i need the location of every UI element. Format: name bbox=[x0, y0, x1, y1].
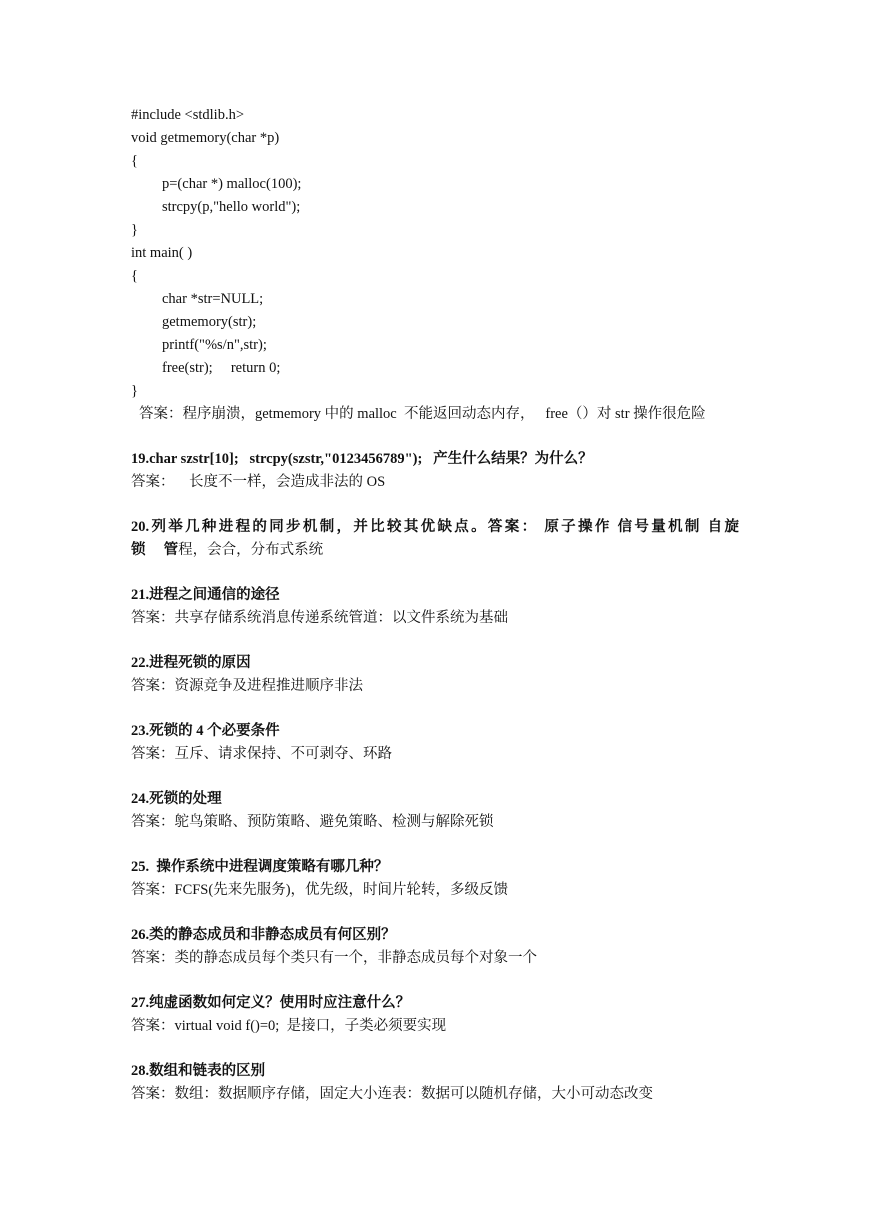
code-line: free(str); return 0; bbox=[162, 360, 281, 376]
question-title: 22.进程死锁的原因 bbox=[131, 655, 251, 671]
answer-text: 答案：数组：数据顺序存储，固定大小连表：数据可以随机存储，大小可动态改变 bbox=[131, 1086, 653, 1102]
question-title: 19.char szstr[10]; strcpy(szstr,"0123456789"); 产生什么结果？为什么？ bbox=[131, 451, 593, 467]
question-title: 25. 操作系统中进程调度策略有哪几种？ bbox=[131, 859, 389, 875]
answer-text: 答案： 长度不一样，会造成非法的 OS bbox=[131, 474, 386, 490]
code-line: getmemory(str); bbox=[162, 314, 257, 330]
answer-text: 答案：类的静态成员每个类只有一个，非静态成员每个对象一个 bbox=[131, 950, 537, 966]
question-title-tail: 锁 管 bbox=[131, 542, 179, 558]
question-title: 27.纯虚函数如何定义？使用时应注意什么？ bbox=[131, 995, 411, 1011]
code-line: char *str=NULL; bbox=[162, 291, 264, 307]
question-23 bbox=[131, 720, 739, 766]
question-title: 21.进程之间通信的途径 bbox=[131, 587, 280, 603]
answer-text: 答案：互斥、请求保持、不可剥夺、环路 bbox=[131, 746, 392, 762]
code-block bbox=[131, 104, 739, 426]
answer-text: 答案：资源竞争及进程推进顺序非法 bbox=[131, 678, 363, 694]
question-title: 28.数组和链表的区别 bbox=[131, 1063, 266, 1079]
code-line: { bbox=[131, 268, 138, 284]
question-20 bbox=[131, 516, 739, 562]
question-title-continued bbox=[131, 539, 739, 562]
question-19 bbox=[131, 448, 739, 494]
code-line: } bbox=[131, 383, 138, 399]
code-answer: 答案：程序崩溃，getmemory 中的 malloc 不能返回动态内存， free（）对 str 操作很危险 bbox=[139, 406, 706, 422]
question-25 bbox=[131, 856, 739, 902]
code-line: strcpy(p,"hello world"); bbox=[162, 199, 301, 215]
question-title: 20.列举几种进程的同步机制，并比较其优缺点。答案： 原子操作 信号量机制 自旋 bbox=[131, 519, 739, 535]
question-title: 24.死锁的处理 bbox=[131, 791, 222, 807]
question-21 bbox=[131, 584, 739, 630]
question-27 bbox=[131, 992, 739, 1038]
code-line: int main( ) bbox=[131, 245, 193, 261]
answer-text: 程，会合，分布式系统 bbox=[178, 542, 324, 558]
question-26 bbox=[131, 924, 739, 970]
question-28 bbox=[131, 1060, 739, 1106]
code-line: p=(char *) malloc(100); bbox=[162, 176, 302, 192]
code-line: } bbox=[131, 222, 138, 238]
code-line: void getmemory(char *p) bbox=[131, 130, 280, 146]
code-line: { bbox=[131, 153, 138, 169]
code-line: #include <stdlib.h> bbox=[131, 107, 245, 123]
code-line: printf("%s/n",str); bbox=[162, 337, 267, 353]
question-24 bbox=[131, 788, 739, 834]
question-title: 26.类的静态成员和非静态成员有何区别？ bbox=[131, 927, 396, 943]
question-22 bbox=[131, 652, 739, 698]
answer-text: 答案：鸵鸟策略、预防策略、避免策略、检测与解除死锁 bbox=[131, 814, 494, 830]
answer-text: 答案：FCFS(先来先服务)，优先级，时间片轮转，多级反馈 bbox=[131, 882, 509, 898]
question-title: 23.死锁的 4 个必要条件 bbox=[131, 723, 280, 739]
document-page bbox=[131, 104, 739, 1106]
answer-text: 答案：virtual void f()=0; 是接口，子类必须要实现 bbox=[131, 1018, 447, 1034]
answer-text: 答案：共享存储系统消息传递系统管道：以文件系统为基础 bbox=[131, 610, 508, 626]
